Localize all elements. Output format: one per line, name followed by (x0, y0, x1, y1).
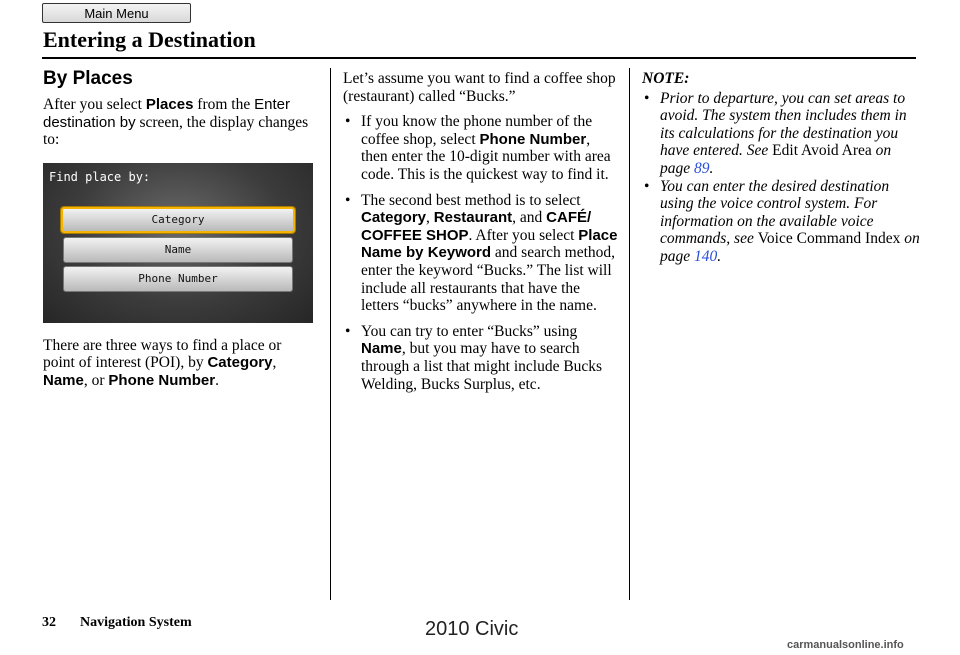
assume-paragraph: Let’s assume you want to find a coffee shop (restaurant) called “Bucks.” (343, 70, 616, 105)
restaurant-term: Restaurant (433, 209, 513, 227)
list-item (642, 178, 922, 266)
keyword-term: Place Name by Keyword (361, 226, 618, 262)
page-link-140[interactable]: 140 (694, 247, 718, 265)
item-text: If you know the phone number of the coffee shop, select (361, 113, 593, 148)
item-text: , but you may have to search through a list that might include Bucks Welding, Bucks Surplus, etc. (361, 340, 603, 393)
note-text: . (709, 159, 714, 177)
screen-option-category[interactable]: Category (61, 207, 295, 233)
method-list (343, 113, 619, 393)
note-text: Prior to departure, you can set areas to avoid. The system then includes them in its calculations for the destination you have entered. See (660, 89, 907, 160)
item-text: , then enter the 10-digit number with area code. This is the quickest way to find it. (361, 130, 611, 183)
places-term: Places (145, 96, 194, 113)
note-text: on page (660, 230, 920, 265)
note-text: You can enter the desired destination using the voice control system. For information on the available voice commands, see (660, 177, 890, 248)
ways-text: There are three ways to find a place or point of interest (POI), by (43, 336, 282, 372)
note-text: . (717, 247, 722, 265)
find-place-screenshot (43, 163, 313, 323)
edit-avoid-area-ref: Edit Avoid Area (772, 142, 872, 160)
screen-option-phone-number[interactable]: Phone Number (63, 266, 293, 292)
item-text: . After you select (468, 226, 579, 244)
item-text: and search method, enter the keyword “Bucks.” The list will include all restaurants that have the letters “bucks” anywhere in the name. (361, 244, 616, 315)
column-divider (330, 68, 331, 600)
column-middle (343, 70, 619, 401)
item-text: You can try to enter “Bucks” using (361, 322, 578, 340)
column-divider (629, 68, 630, 600)
main-menu-button[interactable]: Main Menu (42, 3, 191, 23)
list-item (343, 192, 619, 315)
page-number: 32 (42, 615, 56, 630)
footer-system-title: Navigation System (80, 615, 192, 630)
category-term: Category (207, 354, 273, 372)
ways-text: , (272, 354, 277, 372)
page-title: Entering a Destination (43, 27, 256, 52)
footer-model: 2010 Civic (425, 618, 519, 640)
column-left (43, 68, 315, 390)
intro-text: After you select (43, 96, 146, 113)
ways-text: , or (83, 371, 109, 389)
intro-text: from the (193, 96, 255, 113)
list-item (343, 323, 619, 393)
cafe-term: CAFÉ/ COFFEE SHOP (361, 209, 592, 244)
phone-number-term: Phone Number (108, 371, 216, 389)
enter-destination-term: Enter destination by (43, 96, 290, 131)
item-text: The second best method is to select (361, 191, 581, 209)
item-text: , (426, 209, 434, 227)
ways-paragraph (43, 337, 315, 390)
page-link-89[interactable]: 89 (694, 159, 710, 177)
note-label: NOTE: (642, 70, 690, 87)
intro-text: screen, the display changes to: (43, 113, 309, 149)
note-list (642, 90, 922, 266)
name-term: Name (43, 371, 84, 389)
intro-paragraph (43, 96, 315, 149)
screen-option-name[interactable]: Name (63, 237, 293, 263)
section-heading: By Places (43, 68, 133, 89)
watermark: carmanualsonline.info (787, 639, 904, 651)
column-right (642, 70, 922, 266)
phone-number-term: Phone Number (479, 130, 587, 148)
item-text: , and (512, 209, 547, 227)
title-divider (42, 57, 916, 59)
note-text: on page (660, 142, 892, 177)
ways-text: . (215, 371, 219, 389)
list-item (642, 90, 922, 178)
screen-label: Find place by: (49, 169, 151, 184)
category-term: Category (361, 209, 427, 227)
list-item (343, 113, 619, 183)
name-term: Name (361, 340, 402, 358)
voice-command-index-ref: Voice Command Index (757, 230, 901, 248)
